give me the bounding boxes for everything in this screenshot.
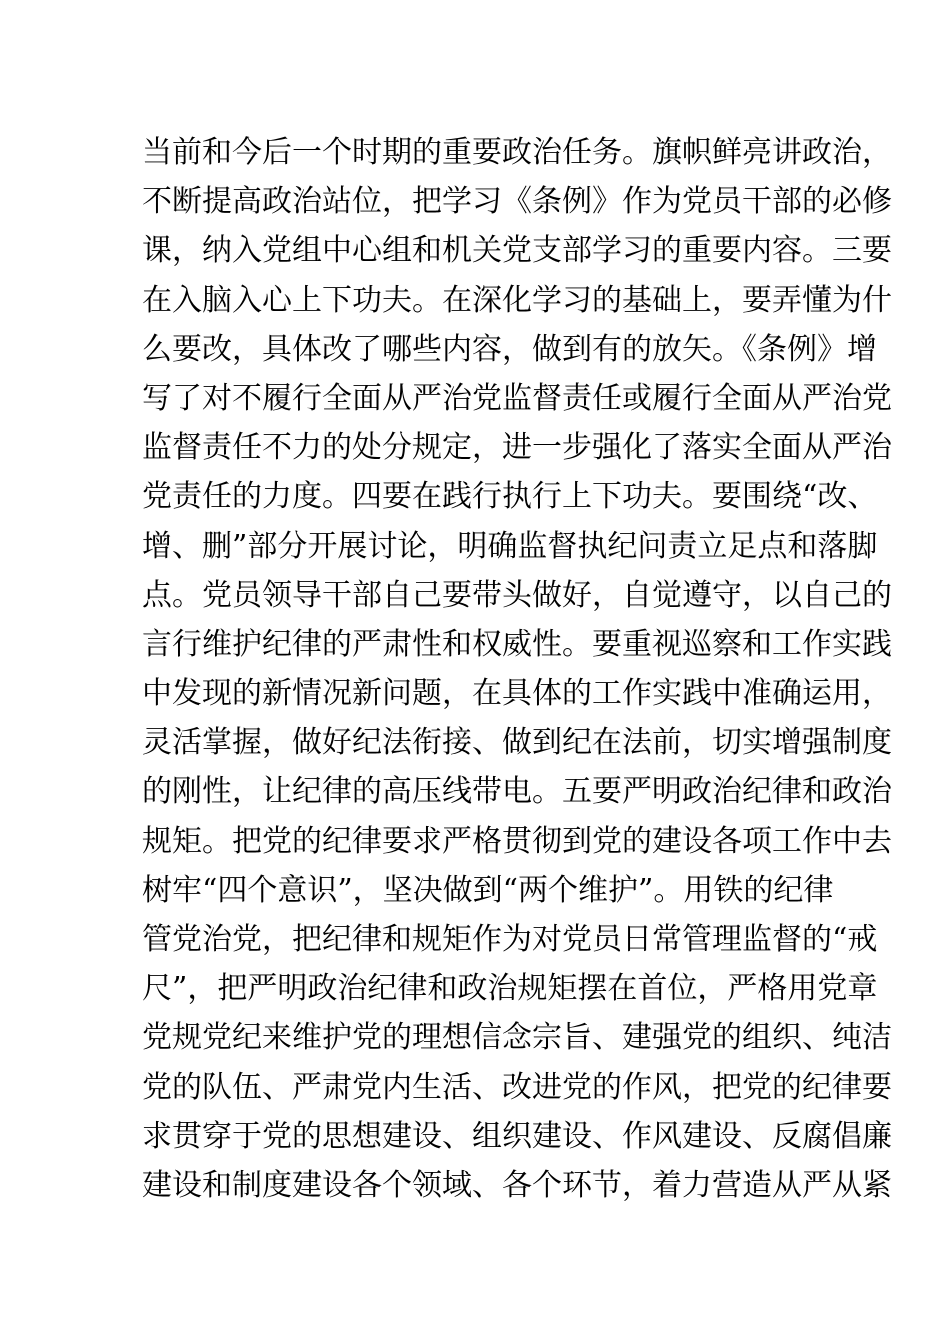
text-line: 灵活掌握，做好纪法衔接、做到纪在法前，切实增强制度 [142, 725, 892, 761]
text-line: 党规党纪来维护党的理想信念宗旨、建强党的组织、纯洁 [142, 1020, 892, 1056]
text-line: 点。党员领导干部自己要带头做好，自觉遵守，以自己的 [142, 577, 892, 613]
text-line: 树牢“四个意识”，坚决做到“两个维护”。用铁的纪律 [142, 872, 834, 908]
text-line: 管党治党，把纪律和规矩作为对党员日常管理监督的“戒 [142, 922, 878, 957]
text-line: 言行维护纪律的严肃性和权威性。要重视巡察和工作实践 [142, 626, 892, 662]
text-line: 监督责任不力的处分规定，进一步强化了落实全面从严治 [142, 430, 892, 466]
text-line: 规矩。把党的纪律要求严格贯彻到党的建设各项工作中去 [142, 823, 892, 859]
text-line: 党责任的力度。四要在践行执行上下功夫。要围绕“改、 [142, 479, 878, 515]
text-line: 在入脑入心上下功夫。在深化学习的基础上，要弄懂为什 [142, 282, 892, 318]
text-line: 增、删”部分开展讨论，明确监督执纪问责立足点和落脚 [142, 528, 878, 564]
text-line: 尺”，把严明政治纪律和政治规矩摆在首位，严格用党章 [142, 971, 878, 1007]
text-line: 的刚性，让纪律的高压线带电。五要严明政治纪律和政治 [142, 774, 892, 810]
text-line: 写了对不履行全面从严治党监督责任或履行全面从严治党 [142, 380, 892, 416]
text-line: 当前和今后一个时期的重要政治任务。旗帜鲜亮讲政治， [142, 135, 892, 170]
text-line: 中发现的新情况新问题，在具体的工作实践中准确运用， [142, 676, 892, 712]
text-line: 建设和制度建设各个领域、各个环节，着力营造从严从紧 [142, 1167, 892, 1203]
text-line: 党的队伍、严肃党内生活、改进党的作风，把党的纪律要 [142, 1069, 892, 1105]
body-text [142, 128, 892, 1210]
text-line: 课，纳入党组中心组和机关党支部学习的重要内容。三要 [142, 233, 892, 269]
text-line: 求贯穿于党的思想建设、组织建设、作风建设、反腐倡廉 [142, 1118, 892, 1154]
text-line: 么要改，具体改了哪些内容，做到有的放矢。《条例》增 [142, 331, 877, 367]
text-line: 不断提高政治站位，把学习《条例》作为党员干部的必修 [142, 184, 892, 220]
